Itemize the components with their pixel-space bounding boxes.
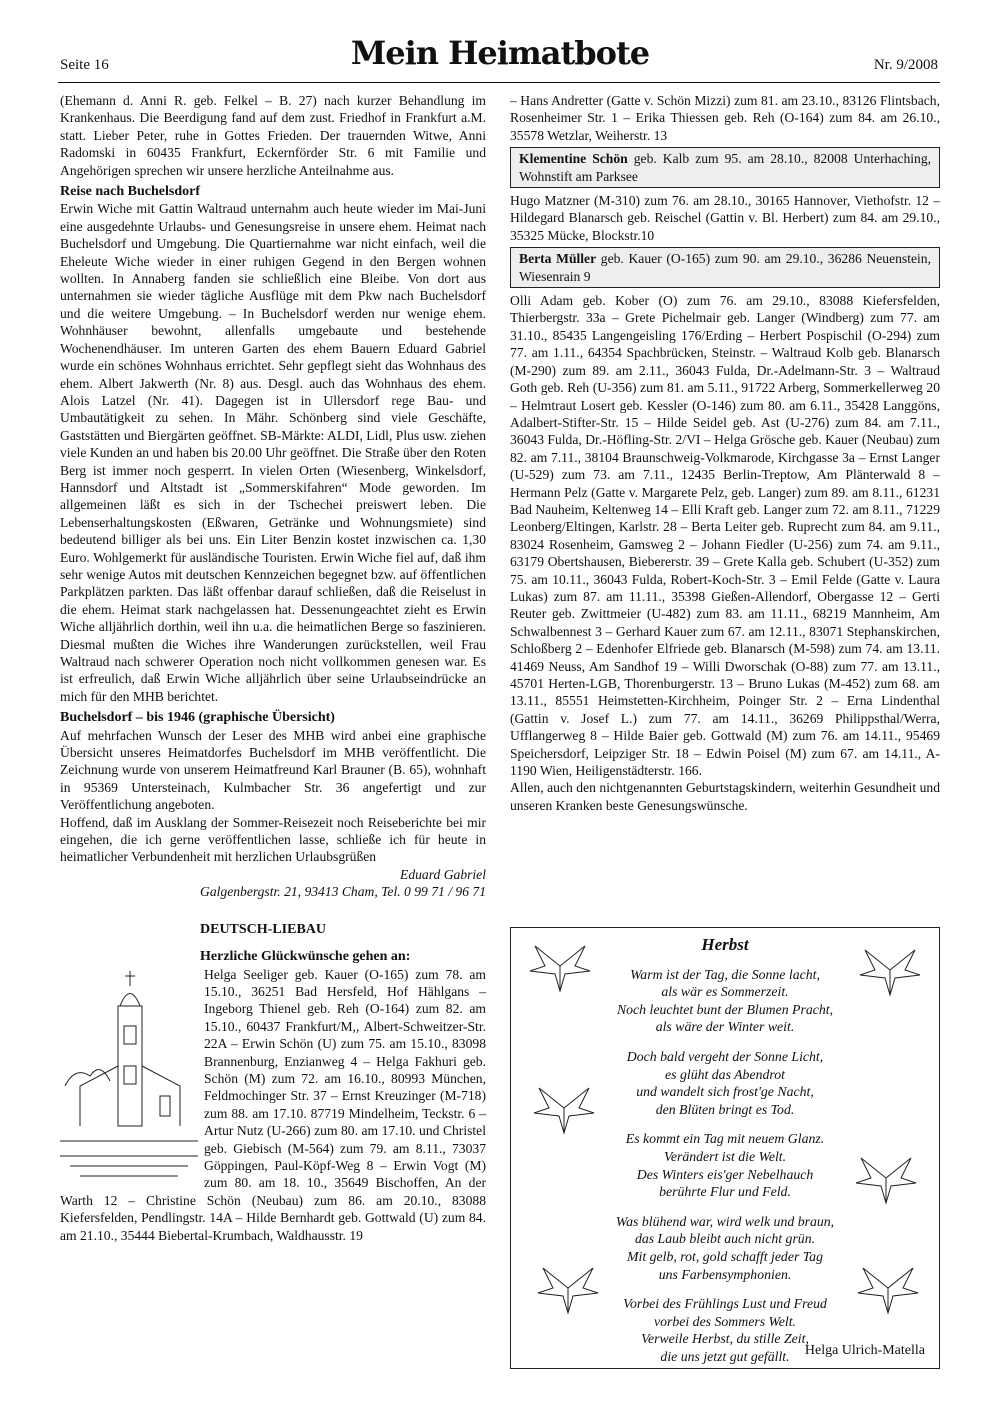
hoffend-text: Hoffend, daß im Ausklang der Sommer-Reisezeit noch Reiseberichte bei mir eingehen, die ich gerne veröffentlichen lasse, schließe ich für heute in heimatlicher Verbundenheit mit herzlichen Urlaubsgrüßen — [60, 814, 486, 865]
birthday-list-2: Hugo Matzner (M-310) zum 76. am 28.10., 30165 Hannover, Viethofstr. 12 – Hildegard Blanarsch geb. Reischel (Gattin v. Bl. Herbert) zum 84. am 29.10., 35325 Mücke, Blockstr.10 — [510, 193, 940, 243]
poem-line: Doch bald vergeht der Sonne Licht, — [626, 1048, 824, 1064]
poem-line: und wandelt sich frost'ge Nacht, — [636, 1084, 814, 1100]
poem-author: Helga Ulrich-Matella — [804, 1343, 925, 1359]
poem-box — [510, 927, 940, 1369]
box2-details: geb. Kauer (O-165) zum 90. am 29.10., 36286 Neuenstein, Wiesenrain 9 — [519, 251, 932, 284]
highlight-box-2 — [510, 247, 940, 288]
birthday-list-3: Olli Adam geb. Kober (O) zum 76. am 29.10., 83088 Kiefersfelden, Thierbergstr. 33a – Grete Pichelmair geb. Langer (Windberg) zum 77. am 31.10., 85435 Langengeisling 176/Erding – Herbert Pospischil (O-294) zum 77. am 1.11., 64354 Spachbrücken, Steinstr. – Waltraud Kolb geb. Blanarsch (M-290) zum 89. am 2.11., 36043 Fulda, Dr.-Adelmann-Str. 3 – Waltraud Goth geb. Reh (U-356) zum 81. am 5.11., 91722 Arberg, Sommerkellerweg 20 – Helmtraut Losert geb. Kessler (O-146) zum 80. am 6.11., 35428 Langgöns, Adalbert-Stifter-Str. 15 – Hilde Seidel geb. Ast (U-276) zum 84. am 7.11., 36043 Fulda, Dr.-Höfling-Str. 2/VI – Helga Gröschе geb. Kauer (Neubau) zum 82. am 7.11., 38104 Braunschweig-Volkmarode, Kirchgasse 3a – Ernst Langer (U-529) zum 73. am 7.11., 12435 Berlin-Treptow, Am Plänterwald 8 – Hermann Pelz (Gatte v. Margarete Pelz, geb. Langer) zum 89. am 8.11., 61231 Bad Nauheim, Keltenweg 14 – Elli Kraft geb. Langer zum 72. am 8.11., 71229 Leonberg/Eltingen, Karlstr. 28 – Berta Leiter geb. Ruprecht zum 84. am 9.11., 83024 Rosenheim, Gamsweg 2 – Johann Fiedler (U-256) zum 74. am 9.11., 63179 Obertshausen, Biebererstr. 39 – Grete Kalla geb. Schubert (U-352) zum 75. am 10.11., 36043 Fulda, Robert-Koch-Str. 3 – Emil Felde (Gatte v. Laura Lukas) zum 87. am 11.11., 35398 Gießen-Allendorf, Obergasse 12 – Gerti Reuter geb. Zwittmeier (U-482) zum 83. am 11.11., 68219 Mannheim, Am Schwalbennest 3 – Gerhard Kauer zum 67. am 12.11., 83071 Stephanskirchen, Schloßberg 2 – Edenhofer Elfriede geb. Blanarsch (M-598) zum 74. am 13.11. 41469 Neuss, Am Sandhof 19 – Willi Dworschak (O-88) zum 77. am 13.11., 45701 Herten-LGB, Thorenburgerstr. 13 – Bruno Lukas (M-452) zum 68. am 13.11., 85551 Heimstetten-Kirchheim, Poinger Str. 2 – Erna Lindenthal (Gattin v. Josef L.) zum 77. am 14.11., 36269 Philippsthal/Werra, Ufflangerweg 8 – Hilde Baier geb. Gottwald (M) zum 76. am 14.11., 95469 Speichersdorf, Leipziger Str. 18 – Edwin Poisel (M) zum 67. am 14.11., A-1190 Wien, Heiligenstädterstr. 166. — [510, 293, 940, 779]
poem-line: Was blühend war, wird welk und braun, — [615, 1213, 835, 1229]
heading-reise: Reise nach Buchelsdorf — [60, 184, 200, 200]
poem-line: als wäre der Winter weit. — [655, 1019, 795, 1035]
leaf-icon — [525, 936, 595, 996]
poem-line: uns Farbensymphonien. — [658, 1266, 792, 1282]
signature-address: Galgenbergstr. 21, 93413 Cham, Tel. 0 99 71 / 96 71 — [200, 884, 486, 900]
right-column — [510, 92, 940, 814]
poem-line: den Blüten bringt es Tod. — [655, 1101, 795, 1117]
reise-text: Erwin Wiche mit Gattin Waltraud unternahm auch heute wieder im Mai-Juni eine ausgedehnte Urlaubs- und Genesungsreise in unsere ehem. Heimat nach Buchelsdorf und Umgebung. Die Quartiernahme war nicht einfach, weil die Eheleute Wiche wieder in einer ruhigen Gegend in den Bergen wohnen wollten. In Annaberg fanden sie schließlich eine Bleibe. Von dort aus unternahmen sie wieder tägliche Ausflüge mit dem Pkw nach Buchelsdorf und die weitere Umgebung. – In Buchelsdorf werden nur wenige ehem. Wohnhäuser bewohnt, allenfalls umgebaute und bestehende Wochenendhäuser. Im unteren Garten des ehem Bauern Eduard Gabriel wurde ein schönes Wohnhaus errichtet. Sehr gepflegt sieht das Wohnhaus des ehem. Albert Jakwerth (Nr. 8) aus. Desgl. auch das Wohnhaus des ehem. Alois Latzel (Nr. 41). Dagegen ist in Ullersdorf rege Bau- und Umbautätigkeit zu sehen. In Mähr. Schönberg sind viele Geschäfte, Gaststätten und Biergärten geöffnet. SB-Märkte: ALDI, Lidl, Plus usw. ziehen viele Kunden an und haben bis 20.00 Uhr geöffnet. Die Straße über den Roten Berg ist immer noch gesperrt. In vielen Orten (Wiesenberg, Winkelsdorf, Hannsdorf und Altstadt ist „Sommerskifahren“ Mode geworden. Im allgemeinen läßt es sich in der Tschechei preiswert leben. Die Lebenserhaltungskosten (Eßwaren, Getränke und Wohnungsmiete) sind bedeutend billiger als bei uns. Ein Liter Benzin kostet inzwischen ca. 1,30 Euro. Wohlgemerkt für ausländische Touristen. Erwin Wiche fiel auf, daß ihm sehr wenige Autos mit deutschen Kennzeichen begegnet bzw. auf öffentlichen Parkplätzen parkten. Das läßt offenbar darauf schließen, daß die Reiselust in die ehem. Heimat stark nachgelassen hat. Dessenungeachtet zieht es Erwin Wiche alljährlich dorthin, weil ihn u.a. die heimatlichen Berge so faszinieren. Diesmal mußten die Wiches ihre Wanderungen zurückstellen, weil Frau Waltraud nach schwerer Operation noch nicht vollkommen genesen war. Es ist erfreulich, daß Erwin Wiche alljährlich über seine Urlaubseindrücke an mich für den MHB berichtet. — [60, 201, 486, 704]
poem-line: als wär es Sommerzeit. — [661, 984, 789, 1000]
box2-name: Berta Müller — [519, 251, 597, 267]
poem-line: Verändert ist die Welt. — [663, 1148, 787, 1164]
signature-name: Eduard Gabriel — [400, 866, 486, 882]
poem-line: vorbei des Sommers Welt. — [653, 1313, 797, 1329]
leaf-icon — [533, 1258, 603, 1318]
obituary-text: (Ehemann d. Anni R. geb. Felkel – B. 27) nach kurzer Behandlung im Krankenhaus. Die Beerdigung fand auf dem zust. Friedhof in Frankfurt a.M. statt. Lieber Peter, ruhe in Gottes Frieden. Der trauernden Witwe, Anni Radomski in 60435 Frankfurt, Eckernförder Str. 6 mit Familie und Angehörigen sprechen wir unsere herzliche Anteilnahme aus. — [60, 93, 486, 178]
graphik-text: Auf mehrfachen Wunsch der Leser des MHB wird anbei eine graphische Übersicht unseres Heimatdorfes Buchelsdorf im MHB veröffentlicht. Die Zeichnung wurde von unserem Heimatfreund Karl Brauner (B. 65), wohnhaft in 95369 Untersteinach, Kulmbacher Str. 36 angefertigt und zur Veröffentlichung angeboten. — [60, 727, 486, 813]
leaf-icon — [851, 1148, 921, 1208]
poem-title: Herbst — [701, 935, 749, 954]
poem-line: Des Winters eis'ger Nebelhauch — [636, 1166, 814, 1182]
highlight-box-1 — [510, 147, 940, 188]
left-column — [60, 92, 486, 1244]
church-drawing-icon — [60, 966, 198, 1186]
poem-line: Warm ist der Tag, die Sonne lacht, — [630, 966, 820, 982]
poem-line: Vorbei des Frühlings Lust und Freud — [623, 1296, 827, 1312]
poem-line: Verweile Herbst, du stille Zeit, — [641, 1331, 809, 1347]
poem-line: das Laub bleibt auch nicht grün. — [634, 1231, 816, 1247]
heading-graphik: Buchelsdorf – bis 1946 (graphische Übersicht) — [60, 710, 335, 726]
poem-line: Noch leuchtet bunt der Blumen Pracht, — [616, 1001, 834, 1017]
masthead-title: Mein Heimatbote — [350, 34, 650, 72]
closing-wishes: Allen, auch den nichtgenannten Geburtstagskindern, weiterhin Gesundheit und unseren Kranken beste Genesungswünsche. — [510, 780, 940, 813]
poem-line: die uns jetzt gut gefällt. — [660, 1348, 790, 1364]
box1-name: Klementine Schön — [519, 151, 628, 167]
liebau-birthdays: Helga Seeliger geb. Kauer (O-165) zum 78. am 15.10., 36251 Bad Hersfeld, Hof Hählgans – Ingeborg Thienel geb. Reh (O-164) zum 82. am 15.10., 60437 Frankfurt/M,, Albert-Schweitzer-Str. 22A – Erwin Schön (U) zum 75. am 15.10., 83098 Brannenburg, Enzianweg 4 – Helga Fakhuri geb. Schön (M) zum 72. am 16.10., 80993 München, Feldmochinger Str. 37 – Ernst Kreuzinger (M-718) zum 88. am 17.10. 87719 Mindelheim, Teckstr. 6 – Artur Nutz (U-266) zum 80. am 17.10. und Christel geb. Giebisch (M-564) zum 79. am 8.11., 73037 Göppingen, Paul-Köpf-Weg 8 – Erwin Vogt (M) zum 80. am 18. 10., 35649 Bischoffen, An der Warth 12 – Christine Schön (Neubau) zum 86. am 20.10., 83088 Kiefersfelden, Pendlingstr. 14A – Hilde Bernhardt geb. Gottwald (U) zum 84. am 21.10., 35444 Biebertal-Krumbach, Waldhausstr. 19 — [60, 966, 486, 1243]
issue-number: Nr. 9/2008 — [873, 57, 938, 73]
poem-line: Mit gelb, rot, gold schafft jeder Tag — [627, 1248, 823, 1264]
poem-line: es glüht das Abendrot — [665, 1066, 785, 1082]
poem-line: Es kommt ein Tag mit neuem Glanz. — [625, 1131, 825, 1147]
liebau-subheading: Herzliche Glückwünsche gehen an: — [200, 949, 411, 965]
page-number: Seite 16 — [60, 57, 109, 73]
leaf-icon — [855, 940, 925, 1000]
liebau-heading: DEUTSCH-LIEBAU — [200, 921, 327, 937]
leaf-icon — [529, 1078, 599, 1138]
deutsch-liebau-section — [60, 921, 486, 1244]
box1-details: geb. Kalb zum 95. am 28.10., 82008 Unterhaching, Wohnstift am Parksee — [519, 151, 932, 184]
header-rule — [58, 82, 940, 83]
birthday-list-1: – Hans Andretter (Gatte v. Schön Mizzi) zum 81. am 23.10., 83126 Flintsbach, Rosenheimer Str. 1 – Erika Thiessen geb. Reh (O-164) zum 84. am 26.10., 35578 Wetzlar, Weiherstr. 13 — [510, 93, 940, 143]
poem-line: berührte Flur und Feld. — [659, 1184, 791, 1200]
leaf-icon — [853, 1258, 923, 1318]
